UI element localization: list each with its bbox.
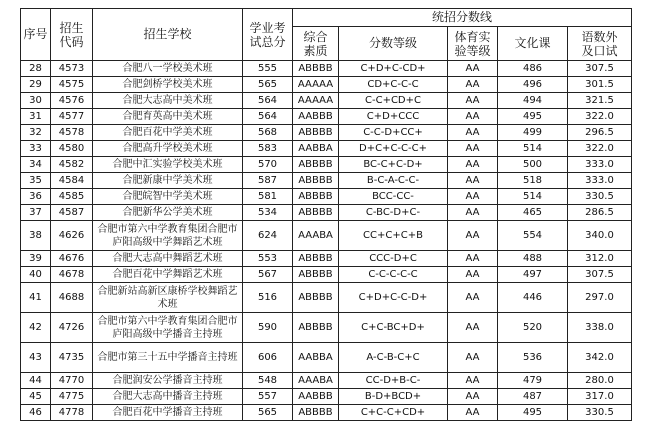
cell-lang: 312.0: [568, 251, 632, 267]
cell-lang: 330.5: [568, 405, 632, 421]
cell-quality: ABBBB: [293, 313, 339, 343]
cell-code: 4582: [51, 157, 93, 173]
cell-quality: ABBBB: [293, 405, 339, 421]
cell-school: 合肥市第六中学教育集团合肥市庐阳高级中学舞蹈艺术班: [93, 221, 243, 251]
header-seq: 序号: [21, 9, 51, 61]
cell-grade: C-C+CD+C: [339, 93, 448, 109]
cell-total: 548: [243, 373, 293, 389]
cell-seq: 36: [21, 189, 51, 205]
cell-pe: AA: [448, 61, 498, 77]
cell-lang: 333.0: [568, 157, 632, 173]
cell-quality: ABBBB: [293, 189, 339, 205]
table-row: [21, 61, 632, 77]
cell-grade: C-BC-D+C-: [339, 205, 448, 221]
cell-pe: AA: [448, 125, 498, 141]
header-code: [51, 9, 93, 61]
header-lang-line1: 语数外: [581, 29, 618, 44]
cell-school: 合肥育英高中美术班: [93, 109, 243, 125]
cell-lang: 296.5: [568, 125, 632, 141]
cell-culture: 520: [498, 313, 568, 343]
cell-quality: ABBBB: [293, 205, 339, 221]
cell-lang: 322.0: [568, 109, 632, 125]
cell-lang: 317.0: [568, 389, 632, 405]
table-row: [21, 343, 632, 373]
cell-culture: 495: [498, 405, 568, 421]
table-row: [21, 189, 632, 205]
cell-code: 4587: [51, 205, 93, 221]
cell-seq: 41: [21, 283, 51, 313]
cell-lang: 297.0: [568, 283, 632, 313]
cell-grade: CD+C-C-C: [339, 77, 448, 93]
cell-total: 570: [243, 157, 293, 173]
cell-seq: 44: [21, 373, 51, 389]
cell-lang: 286.5: [568, 205, 632, 221]
cell-grade: CCC-D+C: [339, 251, 448, 267]
cell-code: 4735: [51, 343, 93, 373]
cell-seq: 42: [21, 313, 51, 343]
header-total-line1: 学业考: [249, 20, 286, 35]
cell-code: 4576: [51, 93, 93, 109]
table-row: [21, 205, 632, 221]
cell-seq: 39: [21, 251, 51, 267]
cell-grade: C+D+C-C-D+: [339, 283, 448, 313]
cell-pe: AA: [448, 251, 498, 267]
cell-school: 合肥高升学校美术班: [93, 141, 243, 157]
admission-score-table-page: [20, 8, 631, 421]
header-total: [243, 9, 293, 61]
cell-culture: 495: [498, 109, 568, 125]
cell-seq: 46: [21, 405, 51, 421]
cell-pe: AA: [448, 267, 498, 283]
cell-quality: ABBBB: [293, 125, 339, 141]
table-row: [21, 313, 632, 343]
admission-score-table: [20, 8, 632, 421]
table-row: [21, 221, 632, 251]
cell-school: 合肥剑桥学校美术班: [93, 77, 243, 93]
cell-seq: 32: [21, 125, 51, 141]
cell-total: 553: [243, 251, 293, 267]
cell-seq: 43: [21, 343, 51, 373]
cell-code: 4573: [51, 61, 93, 77]
cell-code: 4577: [51, 109, 93, 125]
cell-school: 合肥市第三十五中学播音主持班: [93, 343, 243, 373]
header-grade: 分数等级: [339, 27, 448, 61]
cell-code: 4770: [51, 373, 93, 389]
cell-quality: ABBBB: [293, 61, 339, 77]
cell-pe: AA: [448, 389, 498, 405]
header-code-line2: 代码: [59, 34, 84, 49]
cell-seq: 38: [21, 221, 51, 251]
cell-school: 合肥八一学校美术班: [93, 61, 243, 77]
cell-pe: AA: [448, 205, 498, 221]
cell-pe: AA: [448, 109, 498, 125]
cell-code: 4688: [51, 283, 93, 313]
cell-school: 合肥新康中学美术班: [93, 173, 243, 189]
cell-quality: AABBA: [293, 141, 339, 157]
cell-quality: AAABA: [293, 373, 339, 389]
cell-seq: 30: [21, 93, 51, 109]
cell-culture: 496: [498, 77, 568, 93]
cell-quality: AAAAA: [293, 93, 339, 109]
table-row: [21, 267, 632, 283]
cell-seq: 40: [21, 267, 51, 283]
cell-pe: AA: [448, 141, 498, 157]
cell-grade: CC-D+B-C-: [339, 373, 448, 389]
cell-quality: AAABA: [293, 221, 339, 251]
cell-culture: 446: [498, 283, 568, 313]
table-row: [21, 77, 632, 93]
cell-code: 4678: [51, 267, 93, 283]
cell-code: 4778: [51, 405, 93, 421]
header-pe-line2: 验等级: [454, 43, 491, 58]
cell-school: 合肥皖智中学美术班: [93, 189, 243, 205]
cell-total: 587: [243, 173, 293, 189]
cell-school: 合肥新华公学美术班: [93, 205, 243, 221]
cell-total: 590: [243, 313, 293, 343]
cell-pe: AA: [448, 405, 498, 421]
cell-quality: AABBB: [293, 389, 339, 405]
cell-school: 合肥大志高中美术班: [93, 93, 243, 109]
cell-school: 合肥百花中学播音主持班: [93, 405, 243, 421]
cell-total: 606: [243, 343, 293, 373]
table-row: [21, 157, 632, 173]
cell-school: 合肥润安公学播音主持班: [93, 373, 243, 389]
cell-total: 516: [243, 283, 293, 313]
header-total-line2: 试总分: [249, 34, 286, 49]
cell-grade: C+C-BC+D+: [339, 313, 448, 343]
cell-culture: 499: [498, 125, 568, 141]
header-pe: [448, 27, 498, 61]
header-quality-line1: 综合: [303, 29, 328, 44]
cell-pe: AA: [448, 189, 498, 205]
table-row: [21, 109, 632, 125]
cell-culture: 488: [498, 251, 568, 267]
cell-culture: 465: [498, 205, 568, 221]
cell-culture: 514: [498, 141, 568, 157]
cell-culture: 518: [498, 173, 568, 189]
header-quality-line2: 素质: [303, 43, 328, 58]
cell-grade: BCC-CC-: [339, 189, 448, 205]
cell-grade: D+C+C-C-C+: [339, 141, 448, 157]
cell-code: 4585: [51, 189, 93, 205]
cell-school: 合肥百花中学美术班: [93, 125, 243, 141]
cell-lang: 321.5: [568, 93, 632, 109]
cell-total: 557: [243, 389, 293, 405]
cell-pe: AA: [448, 173, 498, 189]
cell-lang: 340.0: [568, 221, 632, 251]
cell-school: 合肥市第六中学教育集团合肥市庐阳高级中学播音主持班: [93, 313, 243, 343]
cell-culture: 487: [498, 389, 568, 405]
cell-code: 4584: [51, 173, 93, 189]
cell-total: 624: [243, 221, 293, 251]
cell-quality: ABBBB: [293, 251, 339, 267]
cell-school: 合肥大志高中播音主持班: [93, 389, 243, 405]
cell-lang: 330.5: [568, 189, 632, 205]
cell-lang: 338.0: [568, 313, 632, 343]
cell-pe: AA: [448, 157, 498, 173]
cell-pe: AA: [448, 283, 498, 313]
cell-pe: AA: [448, 373, 498, 389]
table-row: [21, 405, 632, 421]
cell-total: 564: [243, 93, 293, 109]
cell-total: 555: [243, 61, 293, 77]
cell-grade: C+C-C+CD+: [339, 405, 448, 421]
cell-grade: BC-C+C-D+: [339, 157, 448, 173]
cell-quality: AABBA: [293, 343, 339, 373]
cell-total: 565: [243, 77, 293, 93]
header-lang-line2: 及口试: [581, 43, 618, 58]
cell-lang: 322.0: [568, 141, 632, 157]
cell-culture: 536: [498, 343, 568, 373]
cell-code: 4580: [51, 141, 93, 157]
cell-code: 4626: [51, 221, 93, 251]
cell-culture: 500: [498, 157, 568, 173]
cell-school: 合肥新站高新区康桥学校舞蹈艺术班: [93, 283, 243, 313]
header-group: 统招分数线: [293, 9, 632, 27]
cell-quality: AAAAA: [293, 77, 339, 93]
header-lang: [568, 27, 632, 61]
header-culture: 文化课: [498, 27, 568, 61]
cell-seq: 35: [21, 173, 51, 189]
cell-lang: 333.0: [568, 173, 632, 189]
cell-pe: AA: [448, 343, 498, 373]
cell-seq: 45: [21, 389, 51, 405]
cell-culture: 497: [498, 267, 568, 283]
cell-grade: C+D+C-CD+: [339, 61, 448, 77]
cell-school: 合肥中汇实验学校美术班: [93, 157, 243, 173]
cell-seq: 34: [21, 157, 51, 173]
cell-school: 合肥百花中学舞蹈艺术班: [93, 267, 243, 283]
table-row: [21, 251, 632, 267]
table-row: [21, 389, 632, 405]
cell-total: 564: [243, 109, 293, 125]
cell-code: 4575: [51, 77, 93, 93]
table-row: [21, 373, 632, 389]
cell-pe: AA: [448, 221, 498, 251]
cell-seq: 28: [21, 61, 51, 77]
cell-quality: ABBBB: [293, 283, 339, 313]
cell-pe: AA: [448, 313, 498, 343]
cell-quality: ABBBB: [293, 173, 339, 189]
cell-grade: C-C-D+CC+: [339, 125, 448, 141]
cell-code: 4775: [51, 389, 93, 405]
cell-seq: 33: [21, 141, 51, 157]
cell-code: 4726: [51, 313, 93, 343]
cell-total: 581: [243, 189, 293, 205]
cell-code: 4676: [51, 251, 93, 267]
cell-grade: CC+C+C+B: [339, 221, 448, 251]
cell-seq: 37: [21, 205, 51, 221]
header-code-line1: 招生: [59, 20, 84, 35]
table-row: [21, 141, 632, 157]
header-school: 招生学校: [93, 9, 243, 61]
cell-total: 534: [243, 205, 293, 221]
cell-lang: 280.0: [568, 373, 632, 389]
header-pe-line1: 体育实: [454, 29, 491, 44]
cell-lang: 307.5: [568, 61, 632, 77]
cell-code: 4578: [51, 125, 93, 141]
cell-culture: 479: [498, 373, 568, 389]
cell-grade: B-D+BCD+: [339, 389, 448, 405]
cell-total: 567: [243, 267, 293, 283]
cell-total: 565: [243, 405, 293, 421]
cell-culture: 554: [498, 221, 568, 251]
cell-grade: C+D+CCC: [339, 109, 448, 125]
table-row: [21, 125, 632, 141]
cell-grade: B-C-A-C-C-: [339, 173, 448, 189]
cell-school: 合肥大志高中舞蹈艺术班: [93, 251, 243, 267]
cell-grade: A-C-B-C+C: [339, 343, 448, 373]
table-row: [21, 173, 632, 189]
cell-quality: AABBB: [293, 109, 339, 125]
cell-pe: AA: [448, 93, 498, 109]
cell-culture: 514: [498, 189, 568, 205]
cell-lang: 307.5: [568, 267, 632, 283]
cell-total: 583: [243, 141, 293, 157]
cell-pe: AA: [448, 77, 498, 93]
cell-lang: 342.0: [568, 343, 632, 373]
table-row: [21, 93, 632, 109]
header-quality: [293, 27, 339, 61]
cell-quality: ABBBB: [293, 157, 339, 173]
cell-total: 568: [243, 125, 293, 141]
cell-quality: ABBBB: [293, 267, 339, 283]
cell-lang: 301.5: [568, 77, 632, 93]
cell-culture: 486: [498, 61, 568, 77]
cell-culture: 494: [498, 93, 568, 109]
cell-seq: 29: [21, 77, 51, 93]
cell-grade: C-C-C-C-C: [339, 267, 448, 283]
table-row: [21, 283, 632, 313]
cell-seq: 31: [21, 109, 51, 125]
